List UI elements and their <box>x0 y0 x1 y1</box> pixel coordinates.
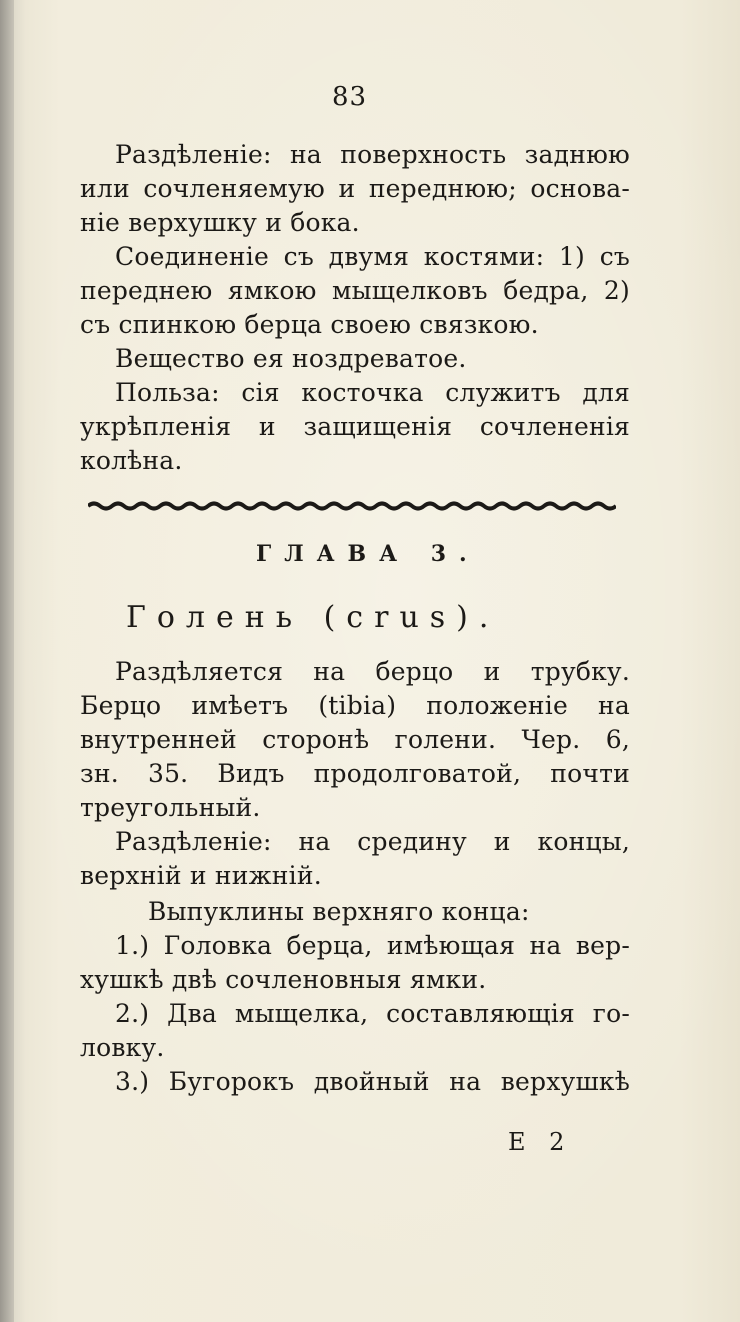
text-line: 3.) Бугорокъ двойный на верхушкѣ <box>115 1067 630 1096</box>
text-line: зн. 35. Видъ продолговатой, почти <box>80 759 630 788</box>
text-line: переднею ямкою мыщелковъ бедра, 2) <box>80 276 630 305</box>
signature-mark: Е 2 <box>508 1128 573 1156</box>
text-line: Польза: сія косточка служитъ для <box>115 378 630 407</box>
text-line: ніе верхушку и бока. <box>80 208 360 237</box>
text-line: верхній и нижній. <box>80 861 322 890</box>
text-line: Раздѣленіе: на средину и концы, <box>115 827 630 856</box>
ornamental-divider <box>88 500 616 512</box>
text-line: ловку. <box>80 1033 165 1062</box>
page-number: 83 <box>332 82 368 112</box>
text-line: Соединеніе съ двумя костями: 1) съ <box>115 242 630 271</box>
chapter-heading: ГЛАВА 3. <box>256 541 480 567</box>
text-line: колѣна. <box>80 446 183 475</box>
text-line: Раздѣленіе: на поверхность заднюю <box>115 140 630 169</box>
text-line: внутренней сторонѣ голени. Чер. 6, <box>80 725 630 754</box>
page-gutter <box>0 0 14 1322</box>
text-line: или сочленяемую и переднюю; основа- <box>80 174 630 203</box>
text-line: треугольный. <box>80 793 261 822</box>
text-line: Раздѣляется на берцо и трубку. <box>115 657 630 686</box>
text-line: 2.) Два мыщелка, составляющія го- <box>115 999 630 1028</box>
text-line: съ спинкою берца своею связкою. <box>80 310 539 339</box>
text-line: хушкѣ двѣ сочленовныя ямки. <box>80 965 487 994</box>
text-line: Берцо имѣетъ (tibia) положеніе на <box>80 691 630 720</box>
text-line: укрѣпленія и защищенія сочлененія <box>80 412 630 441</box>
chapter-title: Голень (crus). <box>126 600 500 635</box>
text-line: Вещество ея ноздреватое. <box>115 344 467 373</box>
text-line: Выпуклины верхняго конца: <box>148 897 530 926</box>
text-line: 1.) Головка берца, имѣющая на вер- <box>115 931 630 960</box>
